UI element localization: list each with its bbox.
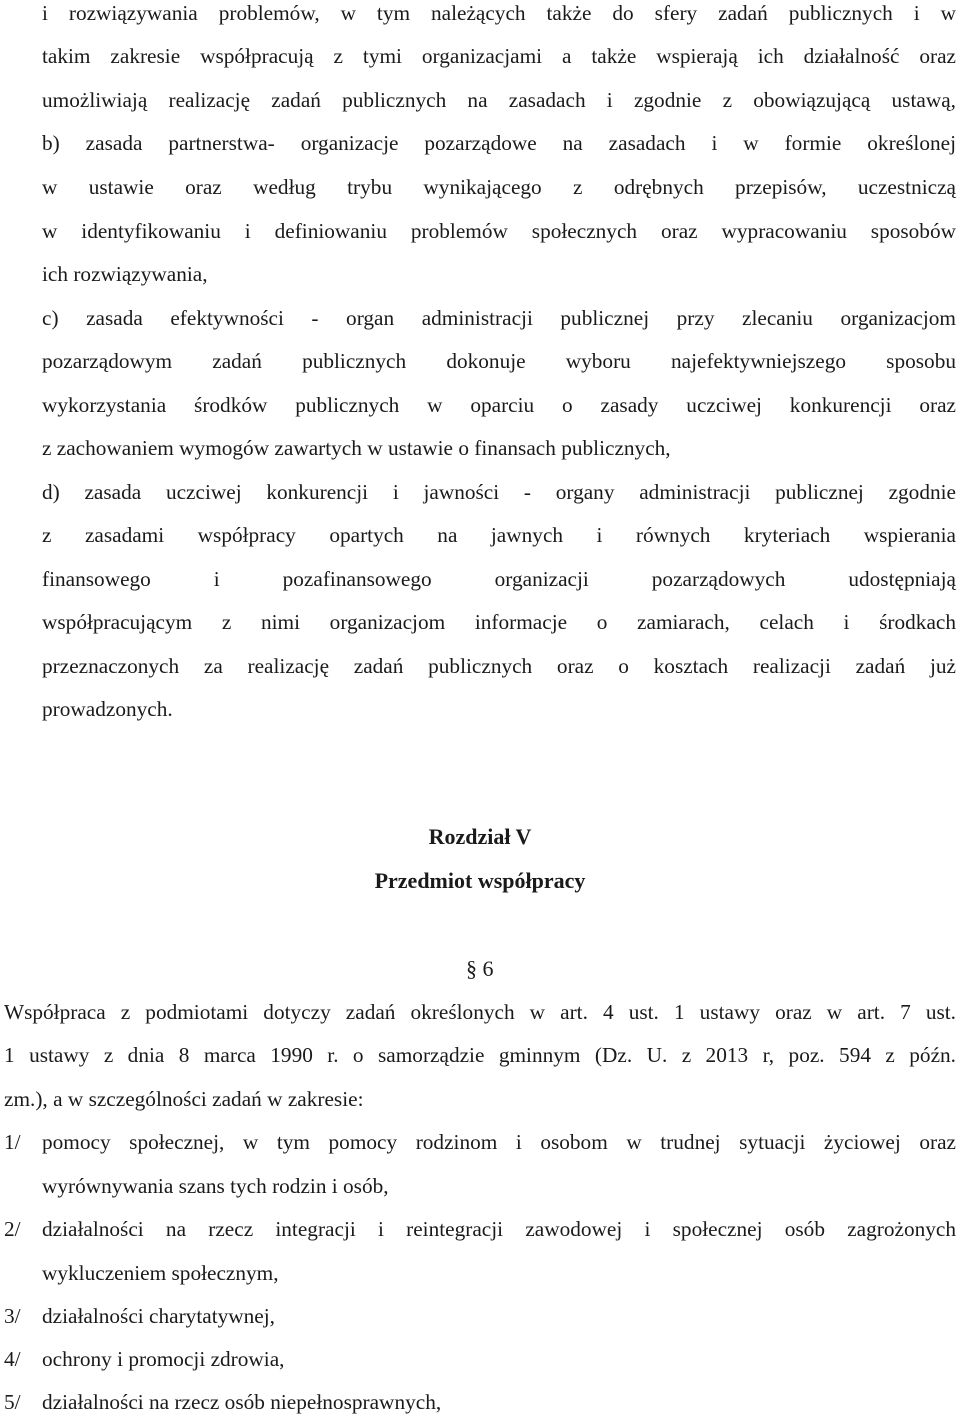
text-line: d) zasada uczciwej konkurencji i jawności - organy administracji publicznej zgodnie [42,480,956,504]
text-line: w ustawie oraz według trybu wynikającego z odrębnych przepisów, uczestniczą [42,175,956,199]
text-line: ich rozwiązywania, [42,262,208,286]
chapter-number: Rozdział V [428,824,532,849]
list-number: 1/ [4,1130,21,1154]
list-number: 3/ [4,1304,21,1328]
list-text: ochrony i promocji zdrowia, [42,1347,285,1371]
text-line: zm.), a w szczególności zadań w zakresie: [4,1087,364,1111]
text-line: 1 ustawy z dnia 8 marca 1990 r. o samorządzie gminnym (Dz. U. z 2013 r, poz. 594 z późn. [4,1043,956,1067]
text-line: c) zasada efektywności - organ administracji publicznej przy zlecaniu organizacjom [42,306,956,330]
text-line: prowadzonych. [42,697,173,721]
text-line: b) zasada partnerstwa- organizacje pozarządowe na zasadach i w formie określonej [42,131,956,155]
text-line: w identyfikowaniu i definiowaniu problemów społecznych oraz wypracowaniu sposobów [42,219,956,243]
text-line: pozarządowym zadań publicznych dokonuje wyboru najefektywniejszego sposobu [42,349,956,373]
text-line: Współpraca z podmiotami dotyczy zadań określonych w art. 4 ust. 1 ustawy oraz w art. 7 ust. [4,1000,956,1024]
text-line: wykorzystania środków publicznych w oparciu o zasady uczciwej konkurencji oraz [42,393,956,417]
chapter-title: Przedmiot współpracy [374,868,586,893]
text-line: współpracującym z nimi organizacjom informacje o zamiarach, celach i środkach [42,610,956,634]
section-sign: § 6 [466,956,494,981]
text-line: z zachowaniem wymogów zawartych w ustawie o finansach publicznych, [42,436,671,460]
text-line: przeznaczonych za realizację zadań publicznych oraz o kosztach realizacji zadań już [42,654,956,678]
list-text-continued: wyrównywania szans tych rodzin i osób, [42,1174,389,1198]
text-line: i rozwiązywania problemów, w tym należących także do sfery zadań publicznych i w [42,1,956,25]
text-line: takim zakresie współpracują z tymi organizacjami a także wspierają ich działalność oraz [42,44,956,68]
list-text-continued: wykluczeniem społecznym, [42,1261,279,1285]
list-text: działalności na rzecz osób niepełnosprawnych, [42,1390,442,1414]
text-line: finansowego i pozafinansowego organizacji pozarządowych udostępniają [42,567,956,591]
list-number: 2/ [4,1217,21,1241]
list-text: pomocy społecznej, w tym pomocy rodzinom i osobom w trudnej sytuacji życiowej oraz [42,1130,956,1154]
text-line: umożliwiają realizację zadań publicznych na zasadach i zgodnie z obowiązującą ustawą, [42,88,956,112]
text-line: z zasadami współpracy opartych na jawnych i równych kryteriach wspierania [42,523,956,547]
list-number: 4/ [4,1347,21,1371]
list-number: 5/ [4,1390,21,1414]
list-text: działalności na rzecz integracji i reintegracji zawodowej i społecznej osób zagrożonych [42,1217,956,1241]
list-text: działalności charytatywnej, [42,1304,275,1328]
